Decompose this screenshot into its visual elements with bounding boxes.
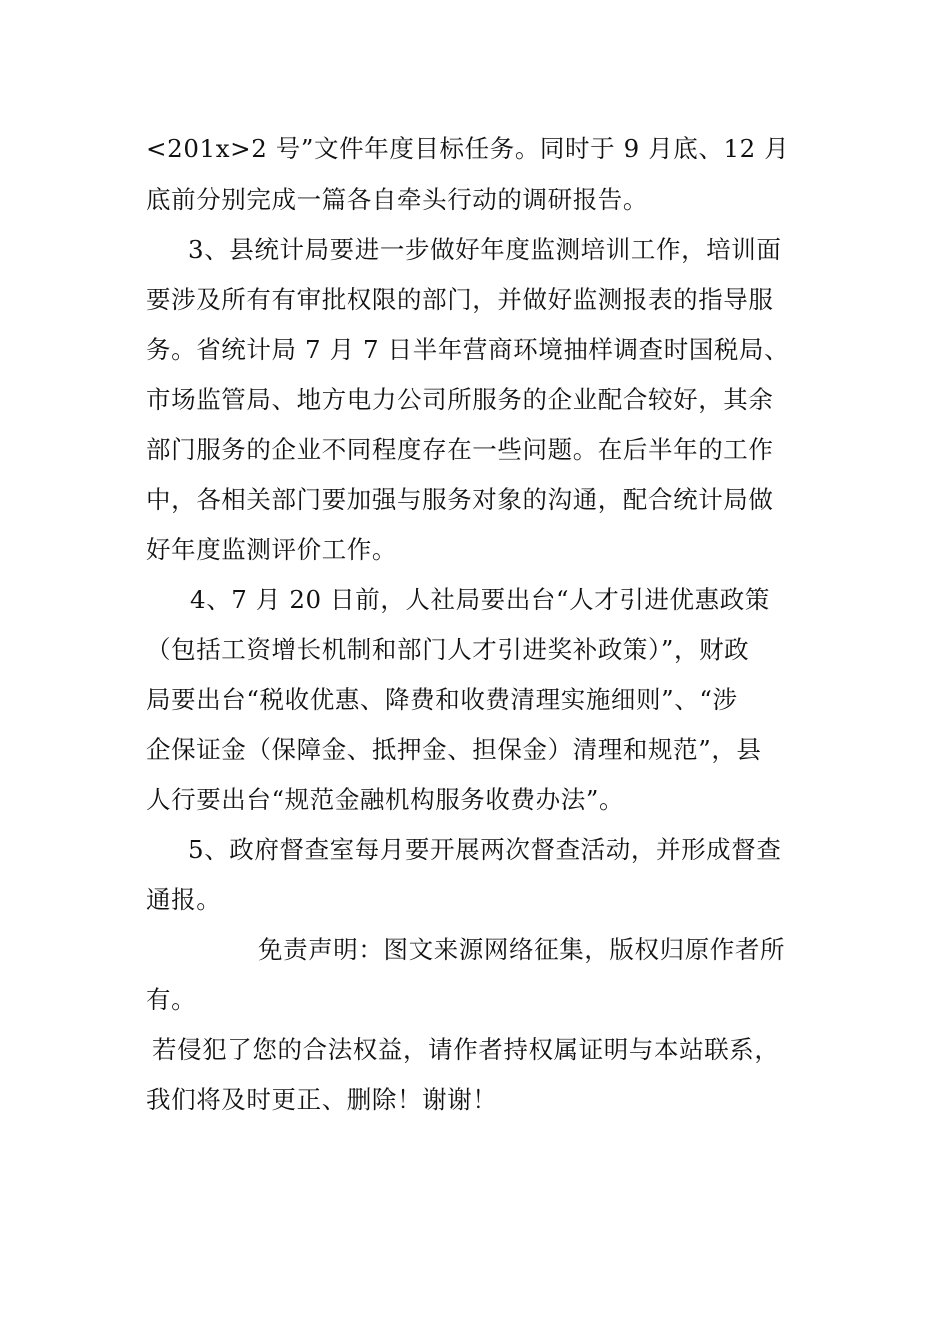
text-line: 中，各相关部门要加强与服务对象的沟通，配合统计局做 [146,485,774,514]
paragraph-3-start: 3、县统计局要进一步做好年度监测培训工作，培训面 [188,235,782,264]
text-line: 部门服务的企业不同程度存在一些问题。在后半年的工作 [146,435,774,464]
text-line: 企保证金（保障金、抵押金、担保金）清理和规范”，县 [146,735,762,764]
disclaimer-line: 免责声明：图文来源网络征集，版权归原作者所 [258,935,786,964]
text-line: 通报。 [146,885,222,914]
text-line: （包括工资增长机制和部门人才引进奖补政策）”，财政 [146,635,750,664]
notice-line: 我们将及时更正、删除！谢谢！ [146,1085,498,1114]
notice-line: 若侵犯了您的合法权益，请作者持权属证明与本站联系， [152,1035,780,1064]
text-line: 好年度监测评价工作。 [146,535,397,564]
text-line: 要涉及所有有审批权限的部门，并做好监测报表的指导服 [146,285,774,314]
text-line: 务。省统计局 7 月 7 日半年营商环境抽样调查时国税局、 [146,335,790,364]
text-line: <201x>2 号”文件年度目标任务。同时于 9 月底、12 月 [146,134,790,163]
text-line: 局要出台“税收优惠、降费和收费清理实施细则”、“涉 [146,685,738,714]
text-line: 市场监管局、地方电力公司所服务的企业配合较好，其余 [146,385,774,414]
text-line: 人行要出台“规范金融机构服务收费办法”。 [146,785,625,814]
paragraph-5-start: 5、政府督查室每月要开展两次督查活动，并形成督查 [188,835,782,864]
text-line: 底前分别完成一篇各自牵头行动的调研报告。 [146,185,648,214]
paragraph-4-start: 4、7 月 20 日前，人社局要出台“人才引进优惠政策 [190,585,770,614]
disclaimer-line: 有。 [146,985,197,1014]
